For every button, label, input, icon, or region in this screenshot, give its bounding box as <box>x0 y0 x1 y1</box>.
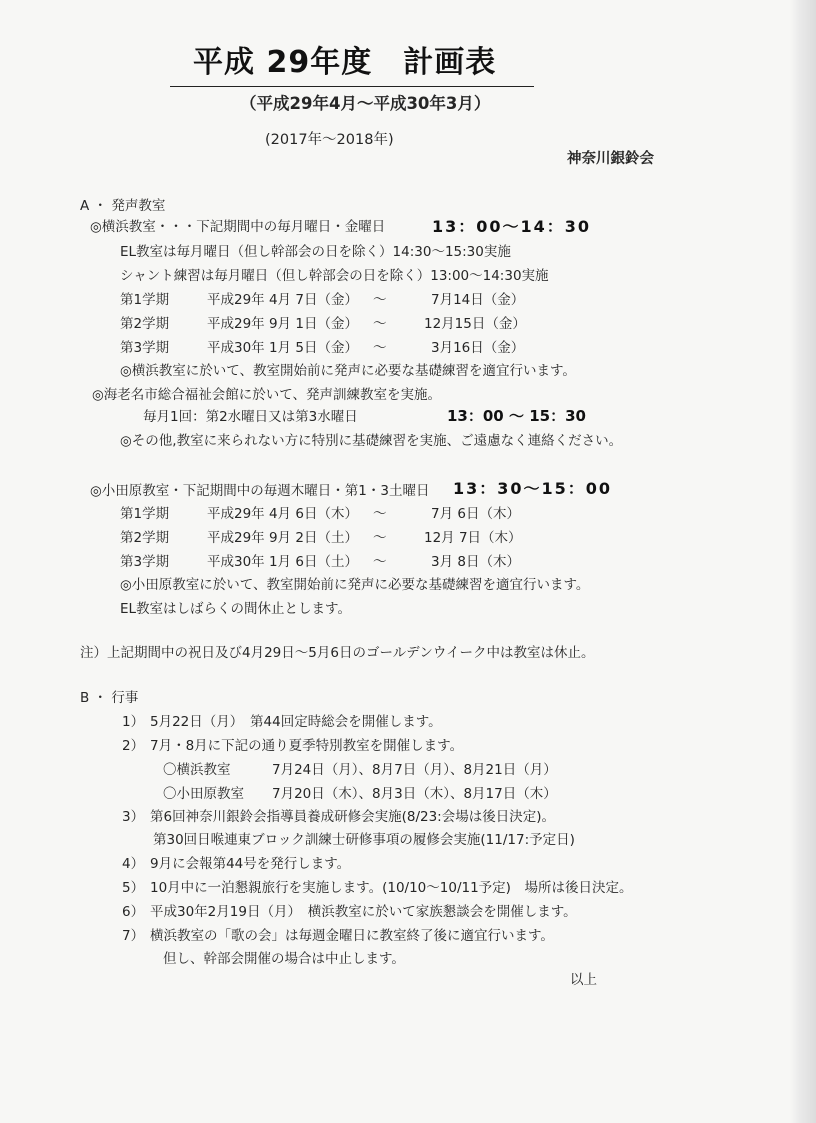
term-start: 平成29年 4月 7日（金） <box>207 292 358 308</box>
yokohama-shunt-practice: シャント練習は毎月曜日（但し幹部会の日を除く）13:00～14:30実施 <box>120 268 549 284</box>
term-sep: ～ <box>373 554 387 570</box>
term-end: 3月 8日（木） <box>431 554 520 570</box>
term-sep: ～ <box>373 530 387 546</box>
title-underline <box>170 86 534 87</box>
term-end: 7月14日（金） <box>431 292 525 308</box>
event-number: 5） <box>122 880 145 896</box>
term-end: 7月 6日（木） <box>431 506 520 522</box>
event-number: 4） <box>122 856 145 872</box>
term-sep: ～ <box>373 340 387 356</box>
term-start: 平成29年 9月 1日（金） <box>207 316 358 332</box>
term-start: 平成30年 1月 5日（金） <box>207 340 358 356</box>
term-end: 12月15日（金） <box>424 316 526 332</box>
term-start: 平成30年 1月 6日（土） <box>207 554 358 570</box>
section-a-heading: A ・ 発声教室 <box>80 198 166 214</box>
ebina-time: 13：00 ～ 15：30 <box>447 407 586 425</box>
event-text: 9月に会報第44号を発行します。 <box>150 856 351 872</box>
term-sep: ～ <box>373 506 387 522</box>
summer-dates-odawara: 7月20日（木）、8月3日（木）、8月17日（木） <box>272 786 557 802</box>
end-mark: 以上 <box>570 972 597 988</box>
event-number: 1） <box>122 714 145 730</box>
odawara-schedule-line: ◎小田原教室・下記期間中の毎週木曜日・第1・3土曜日 <box>90 483 430 499</box>
ebina-schedule: 毎月1回：第2水曜日又は第3水曜日 <box>143 409 358 425</box>
term-name: 第2学期 <box>120 316 170 332</box>
event-text: 10月中に一泊懇親旅行を実施します。(10/10～10/11予定) 場所は後日決定。 <box>150 880 633 896</box>
event-text: 5月22日（月） 第44回定時総会を開催します。 <box>150 714 442 730</box>
event-text: 7月・8月に下記の通り夏季特別教室を開催します。 <box>150 738 464 754</box>
yokohama-el-class: EL教室は毎月曜日（但し幹部会の日を除く）14:30～15:30実施 <box>120 244 511 260</box>
summer-dates-yokohama: 7月24日（月）、8月7日（月）、8月21日（月） <box>272 762 557 778</box>
event-number: 2） <box>122 738 145 754</box>
event-item-3-extra: 第30回日喉連東ブロック訓練士研修事項の履修会実施(11/17:予定日) <box>153 832 575 848</box>
term-start: 平成29年 9月 2日（土） <box>207 530 358 546</box>
yokohama-schedule-line: ◎横浜教室・・・下記期間中の毎月曜日・金曜日 <box>90 219 386 235</box>
page-edge-shadow <box>790 0 816 1123</box>
event-number: 3） <box>122 809 145 825</box>
term-name: 第1学期 <box>120 506 170 522</box>
term-sep: ～ <box>373 292 387 308</box>
term-name: 第1学期 <box>120 292 170 308</box>
yokohama-note: ◎横浜教室に於いて、教室開始前に発声に必要な基礎練習を適宜行います。 <box>120 363 576 379</box>
odawara-note: ◎小田原教室に於いて、教室開始前に発声に必要な基礎練習を適宜行います。 <box>120 577 590 593</box>
term-name: 第3学期 <box>120 554 170 570</box>
section-b-heading: B ・ 行事 <box>80 690 139 706</box>
odawara-el-class: EL教室はしばらくの間休止とします。 <box>120 601 351 617</box>
summer-place-odawara: 〇小田原教室 <box>163 786 244 802</box>
event-number: 7） <box>122 928 145 944</box>
term-end: 3月16日（金） <box>431 340 525 356</box>
page-title: 平成 29年度 計画表 <box>193 45 497 80</box>
organization-name: 神奈川銀鈴会 <box>567 151 654 167</box>
event-text: 第6回神奈川銀鈴会指導員養成研修会実施(8/23:会場は後日決定)。 <box>150 809 555 825</box>
holiday-remark: 注）上記期間中の祝日及び4月29日～5月6日のゴールデンウイーク中は教室は休止。 <box>80 645 595 661</box>
event-text: 平成30年2月19日（月） 横浜教室に於いて家族懇談会を開催します。 <box>150 904 577 920</box>
ebina-note: ◎その他,教室に来られない方に特別に基礎練習を実施、ご遠慮なく連絡ください。 <box>120 433 623 449</box>
event-number: 6） <box>122 904 145 920</box>
term-sep: ～ <box>373 316 387 332</box>
ebina-line: ◎海老名市総合福祉会館に於いて、発声訓練教室を実施。 <box>92 387 442 403</box>
event-item-7-extra: 但し、幹部会開催の場合は中止します。 <box>163 951 405 967</box>
term-name: 第2学期 <box>120 530 170 546</box>
term-end: 12月 7日（木） <box>424 530 522 546</box>
yokohama-time: 13：00～14：30 <box>432 217 592 236</box>
years-subtitle: (2017年～2018年) <box>265 132 394 148</box>
term-name: 第3学期 <box>120 340 170 356</box>
period-subtitle: （平成29年4月～平成30年3月） <box>240 94 491 113</box>
odawara-time: 13：30～15：00 <box>453 479 613 498</box>
summer-place-yokohama: 〇横浜教室 <box>163 762 231 778</box>
event-text: 横浜教室の「歌の会」は毎週金曜日に教室終了後に適宜行います。 <box>150 928 554 944</box>
term-start: 平成29年 4月 6日（木） <box>207 506 358 522</box>
